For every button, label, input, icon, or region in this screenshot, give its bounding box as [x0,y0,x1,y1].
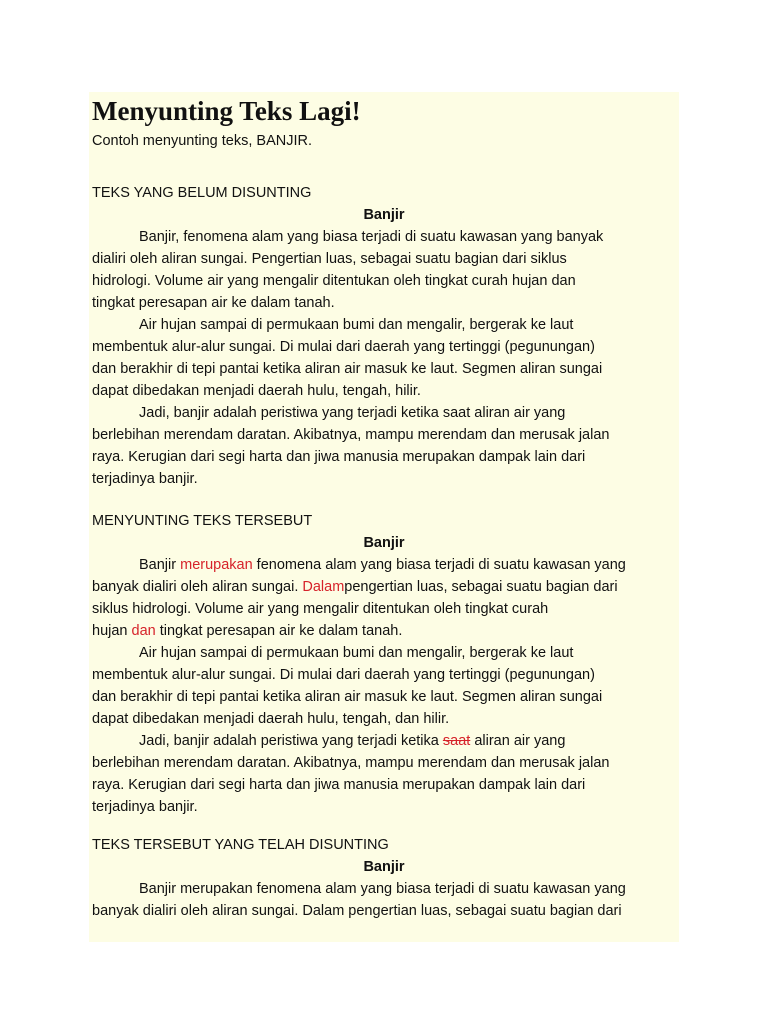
paragraph-line [139,730,565,752]
section-title: Banjir [363,207,405,223]
paragraph-line: membentuk alur-alur sungai. Di mulai dari daerah yang tertinggi (pegunungan) [92,339,595,355]
paragraph-line: raya. Kerugian dari segi harta dan jiwa manusia merupakan dampak lain dari [92,777,586,793]
paragraph-line [139,554,626,576]
paragraph-line [92,620,402,642]
section-heading-edited: TEKS TERSEBUT YANG TELAH DISUNTING [92,837,389,853]
paragraph-line: membentuk alur-alur sungai. Di mulai dari daerah yang tertinggi (pegunungan) [92,667,595,683]
paragraph-line: banyak dialiri oleh aliran sungai. Dalam pengertian luas, sebagai suatu bagian dari [92,903,622,919]
paragraph-line: Banjir merupakan fenomena alam yang biasa terjadi di suatu kawasan yang [139,881,626,897]
paragraph-line: dan berakhir di tepi pantai ketika aliran air masuk ke laut. Segmen aliran sungai [92,361,603,377]
subtitle: Contoh menyunting teks, BANJIR. [92,133,313,149]
section-heading-editing: MENYUNTING TEKS TERSEBUT [92,513,313,529]
text-run: hujan [92,623,132,639]
inserted-word: dan [131,623,156,639]
paragraph-line: siklus hidrologi. Volume air yang mengalir ditentukan oleh tingkat curah [92,601,549,617]
section-heading-unedited: TEKS YANG BELUM DISUNTING [92,185,312,201]
text-run: tingkat peresapan air ke dalam tanah. [155,623,403,639]
text-run: aliran air yang [470,733,566,749]
text-run: pengertian luas, sebagai suatu bagian dari [344,579,618,595]
paragraph-line: dapat dibedakan menjadi daerah hulu, tengah, dan hilir. [92,711,450,727]
paragraph-line: tingkat peresapan air ke dalam tanah. [92,295,335,311]
paragraph-line: Jadi, banjir adalah peristiwa yang terjadi ketika saat aliran air yang [139,405,566,421]
paragraph-line: Banjir, fenomena alam yang biasa terjadi di suatu kawasan yang banyak [139,229,604,245]
document-page [89,92,679,942]
section-title: Banjir [363,859,405,875]
paragraph-line: berlebihan merendam daratan. Akibatnya, mampu merendam dan merusak jalan [92,427,610,443]
paragraph-line: dialiri oleh aliran sungai. Pengertian luas, sebagai suatu bagian dari siklus [92,251,567,267]
deleted-word: saat [442,733,471,749]
paragraph-line: Air hujan sampai di permukaan bumi dan mengalir, bergerak ke laut [139,645,574,661]
paragraph-line: berlebihan merendam daratan. Akibatnya, mampu merendam dan merusak jalan [92,755,610,771]
text-run: fenomena alam yang biasa terjadi di suatu kawasan yang [252,557,626,573]
inserted-word: Dalam [302,579,345,595]
page-title: Menyunting Teks Lagi! [92,96,361,126]
paragraph-line: raya. Kerugian dari segi harta dan jiwa manusia merupakan dampak lain dari [92,449,586,465]
section-title: Banjir [363,535,405,551]
paragraph-line: hidrologi. Volume air yang mengalir ditentukan oleh tingkat curah hujan dan [92,273,576,289]
paragraph-line: dapat dibedakan menjadi daerah hulu, tengah, hilir. [92,383,421,399]
paragraph-line [92,576,618,598]
text-run: Banjir [139,557,181,573]
inserted-word: merupakan [180,557,253,573]
paragraph-line: terjadinya banjir. [92,799,198,815]
paragraph-line: terjadinya banjir. [92,471,198,487]
paragraph-line: dan berakhir di tepi pantai ketika aliran air masuk ke laut. Segmen aliran sungai [92,689,603,705]
text-run: Jadi, banjir adalah peristiwa yang terjadi ketika [139,733,443,749]
paragraph-line: Air hujan sampai di permukaan bumi dan mengalir, bergerak ke laut [139,317,574,333]
text-run: banyak dialiri oleh aliran sungai. [92,579,303,595]
